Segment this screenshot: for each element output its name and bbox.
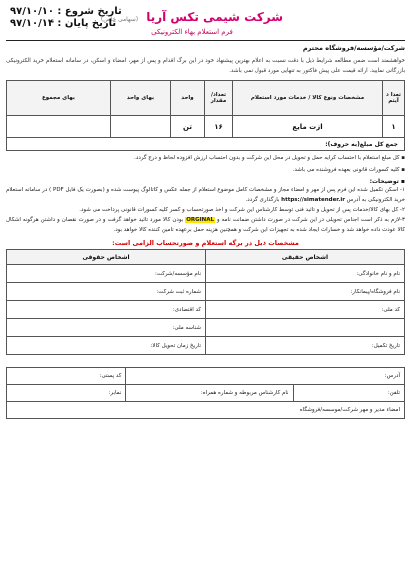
note-item — [6, 215, 405, 235]
start-date: تاریخ شروع : ۹۷/۱۰/۱۰ — [10, 6, 122, 17]
original-highlight: ORGINAL — [186, 217, 215, 223]
date-block — [10, 6, 122, 30]
note-text: بودن کالا مورد تائید خواهد گرفت و در صورت نقصان و داشتن هرگونه اشکال کالا عودت داده خواهد شد و خسارات ایجاد شده به تجهیزات این شرکت و همچنین هزینه حمل برعهده تامین کننده کالا خواهد بود. — [6, 217, 405, 233]
total-in-words-label[interactable]: جمع کل مبلغ(به حروف): — [7, 138, 405, 151]
condition-bullet: ▪ کلیه کسورات قانونی بعهده فروشنده می باشد. — [292, 167, 405, 173]
agent-field[interactable]: نام کارشناس مربوطه و شماره همراه: — [126, 385, 293, 402]
note-text: ۲- کل بهای کالا/خدمات پس از تحویل و تائید فنی توسط کارشناس این شرکت و اخذ صورتحساب و کسر کلیه کسورات قانونی پرداخت می شود. — [79, 207, 405, 213]
tender-link[interactable]: https://simatender.ir — [281, 197, 345, 203]
legal-field[interactable]: کد اقتصادی: — [7, 301, 206, 319]
postal-code-field[interactable]: کد پستی: — [7, 368, 126, 385]
note-text: ۳-لازم به ذکر است اجناس تحویلی در این شرکت در صورت داشتن ضمانت نامه و — [217, 217, 405, 223]
company-type: (سهامی خاص) — [100, 16, 139, 23]
row-quantity: ۱۶ — [205, 116, 233, 138]
real-persons-header: اشخاص حقیقی — [206, 250, 405, 265]
intro-paragraph: خواهشمند است ضمن مطالعه شرایط ذیل با دقت نسبت به اعلام بهترین پیشنهاد خود در این برگ اقدام و پس از مهر، امضاء و اسکن، در سامانه استعلام خرید الکترونیکی بازرگانی نمایید. ارائه قیمت علی پیش فاکتور به تنهایی مورد قبول نمی باشد. — [6, 58, 405, 74]
real-field[interactable]: کد ملی: — [206, 301, 405, 319]
col-unit-price: بهای واحد — [111, 81, 171, 116]
col-description: مشخصات ونوع کالا / خدمات مورد استعلام — [233, 81, 383, 116]
real-field[interactable]: نام فروشگاه/پیمانکار: — [206, 283, 405, 301]
condition-bullet: ▪ کل مبلغ استعلام با احتساب کرایه حمل و تحویل در محل این شرکت و بدون احتساب ارزش افزوده لحاظ و درج گردد. — [134, 155, 405, 161]
col-quantity: تعداد/ مقدار — [205, 81, 233, 116]
end-date: تاریخ پایان : ۹۷/۱۰/۱۴ — [10, 18, 117, 29]
form-header — [6, 4, 405, 38]
note-text: ۱- اسکن تکمیل شده این فرم پس از مهر و امضاء مجاز و مشخصات کامل موضوع استعلام از جمله عکس و کاتالوگ پیوست شده و (بصورت یک فایل PDF ) در سامانه استعلام خرید الکترونیکی به آدرس — [6, 187, 405, 203]
parties-table — [6, 249, 405, 355]
note-item — [6, 185, 405, 205]
form-title: فرم استعلام بهاء الکترونیکی — [151, 28, 233, 36]
company-name: شرکت شیمی تکس آریا — [146, 10, 284, 24]
row-description: ازت مایع — [233, 116, 383, 138]
col-total-price: بهای مجموع — [7, 81, 111, 116]
legal-field[interactable]: شماره ثبت شرکت: — [7, 283, 206, 301]
real-field[interactable] — [206, 319, 405, 337]
col-unit: واحد — [171, 81, 205, 116]
real-field[interactable]: نام و نام خانوادگی: — [206, 265, 405, 283]
addressee: شرکت/مؤسسه/فروشگاه محترم — [302, 44, 405, 52]
legal-field[interactable]: نام مؤسسه/شرکت: — [7, 265, 206, 283]
notes-title: ▪ توضیحات: — [369, 178, 405, 185]
row-unit: تن — [171, 116, 205, 138]
items-header-row — [7, 81, 405, 116]
fax-field[interactable]: نمابر: — [7, 385, 126, 402]
legal-field[interactable]: تاریخ زمان تحویل کالا: — [7, 337, 206, 355]
real-field[interactable]: تاریخ تکمیل: — [206, 337, 405, 355]
contact-table — [6, 367, 405, 419]
legal-persons-header: اشخاص حقوقی — [7, 250, 206, 265]
address-field[interactable]: آدرس: — [126, 368, 405, 385]
header-divider — [6, 40, 405, 41]
items-table — [6, 80, 405, 151]
parties-title: مشخصات ذیل در برگه استعلام و صورتحساب الزامی است: — [112, 239, 299, 247]
row-unit-price[interactable] — [111, 116, 171, 138]
col-item-count: تعدا د آیتم — [383, 81, 405, 116]
row-index: ۱ — [383, 116, 405, 138]
signature-field[interactable]: امضاء مدیر و مهر شرکت/موسسه/فروشگاه — [7, 402, 405, 419]
row-total-price[interactable] — [7, 116, 111, 138]
table-row — [7, 116, 405, 138]
total-row — [7, 138, 405, 151]
note-item — [6, 205, 405, 215]
phone-field[interactable]: تلفن: — [293, 385, 404, 402]
company-block — [97, 6, 287, 36]
legal-field[interactable]: شناسه ملی: — [7, 319, 206, 337]
note-text: بارگذاری گردد. — [245, 197, 280, 203]
